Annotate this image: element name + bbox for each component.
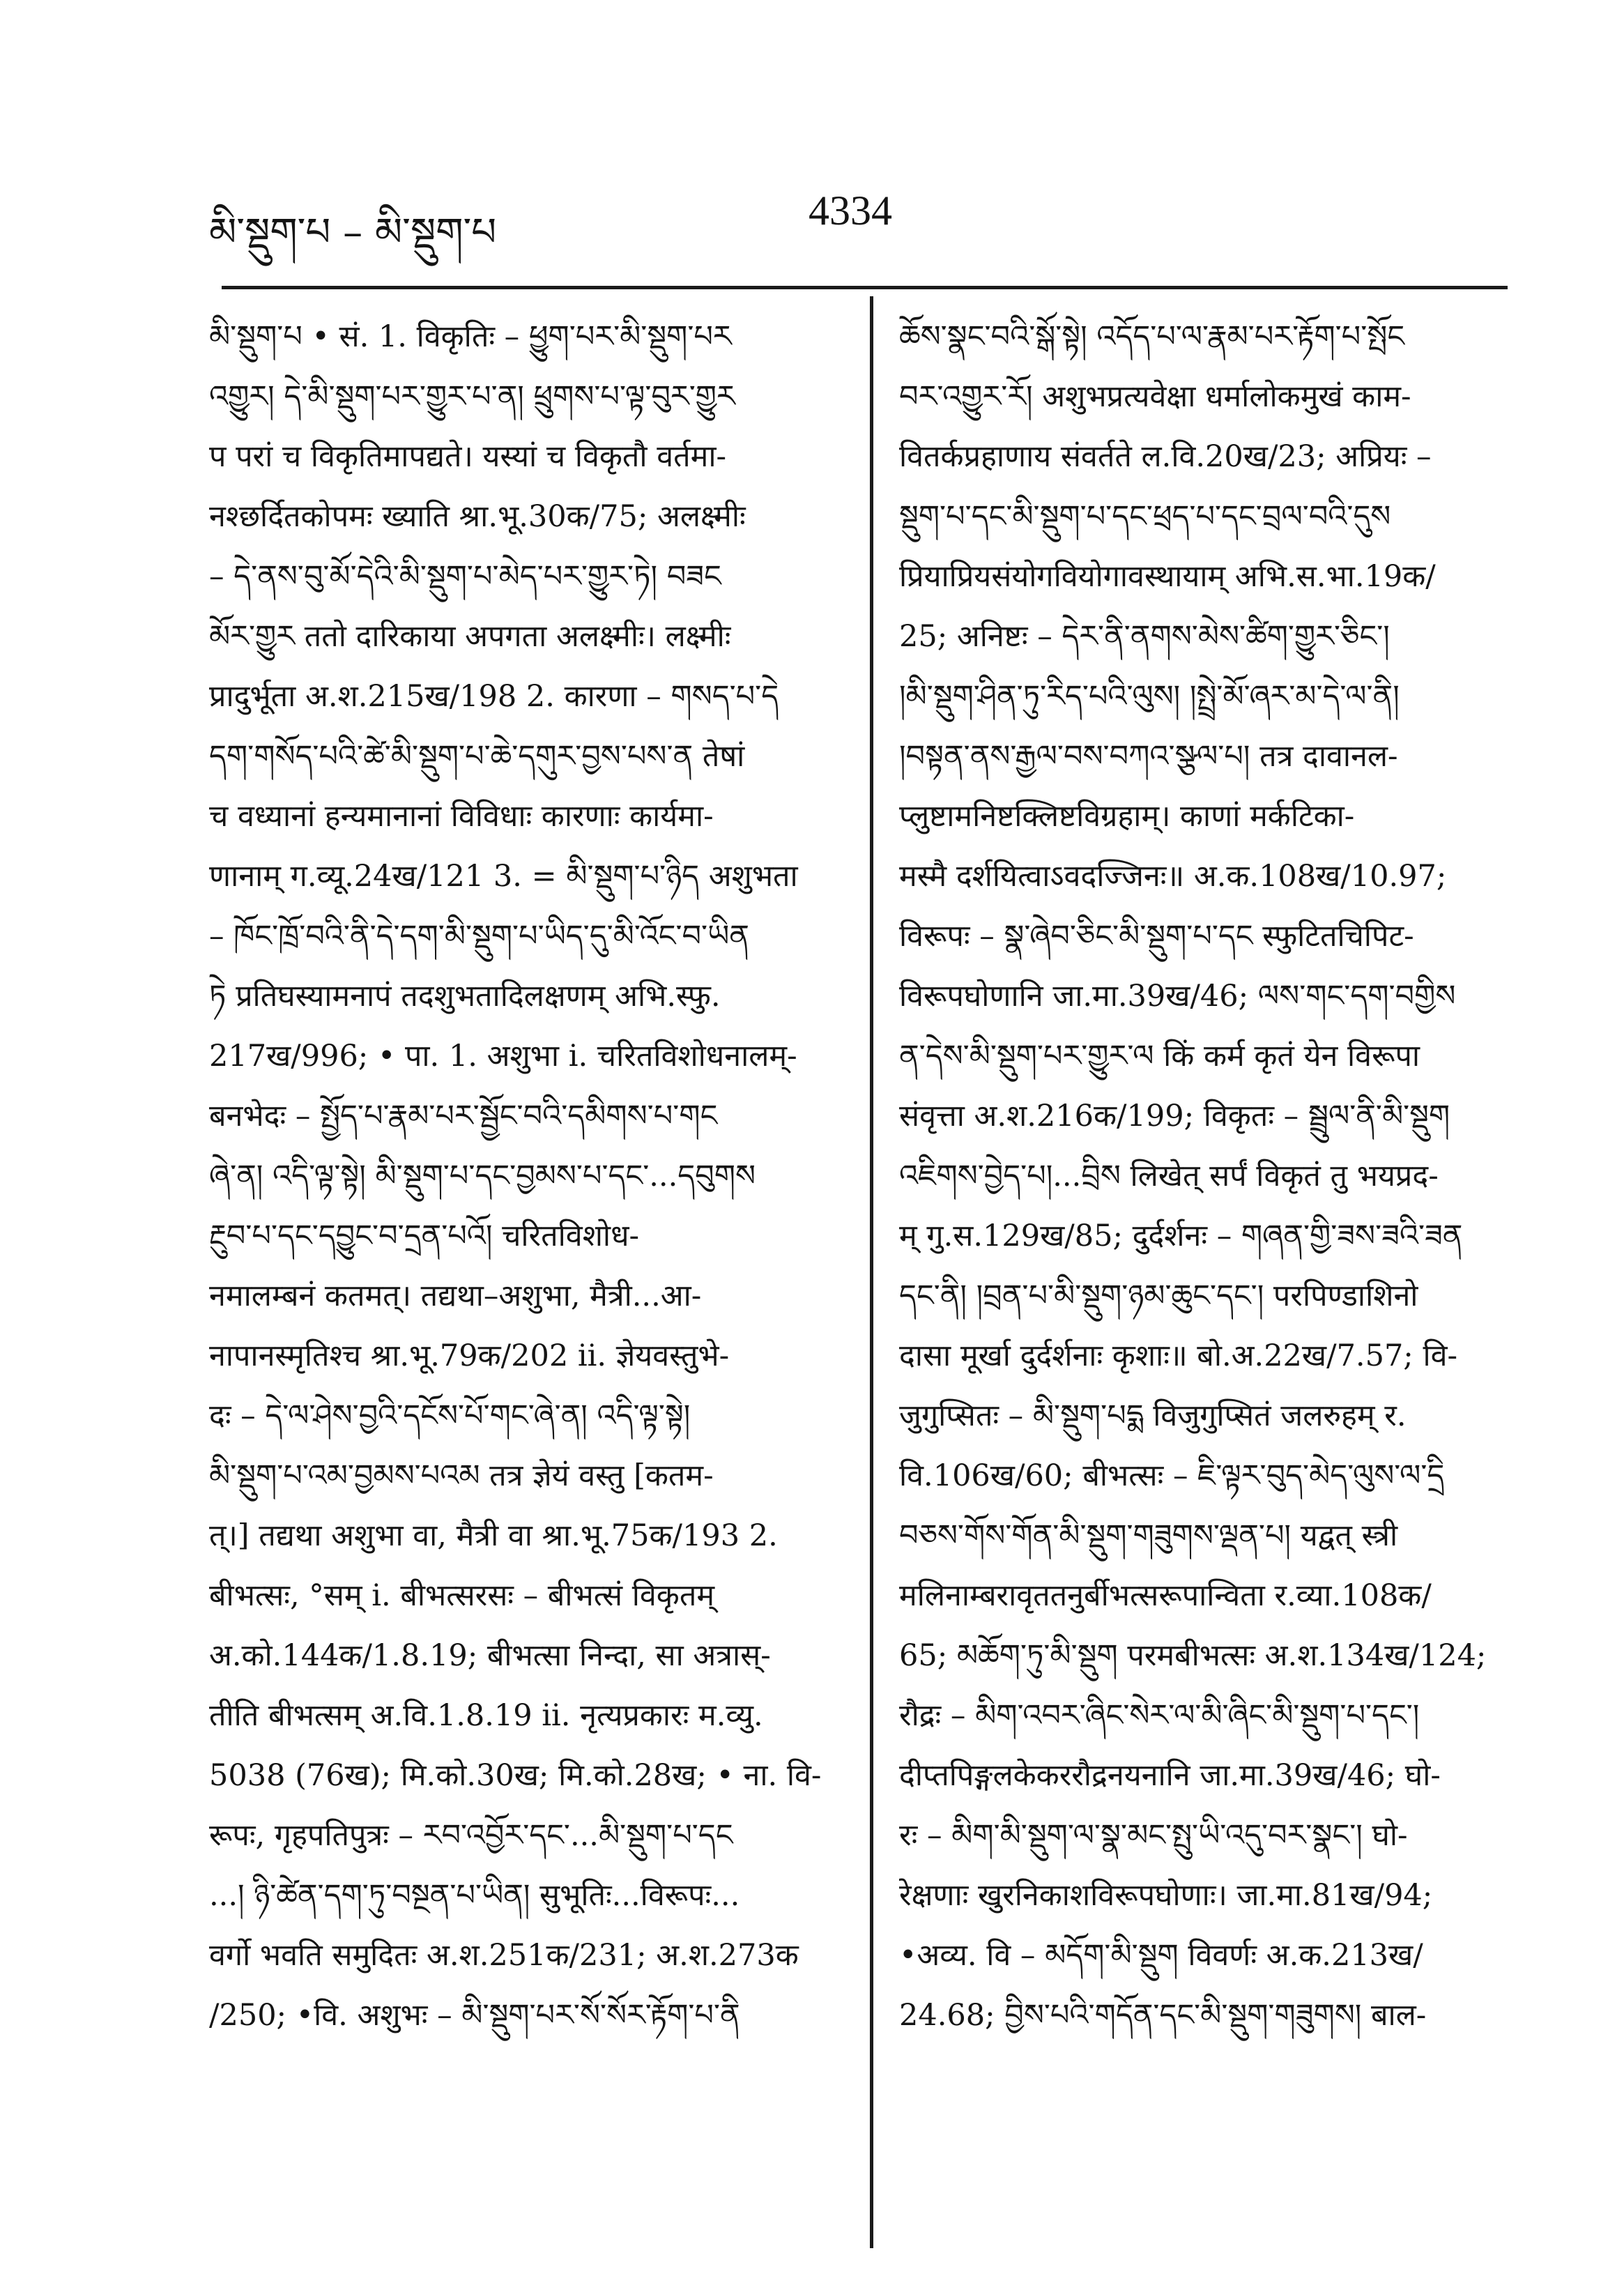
dictionary-line: मलिनाम्बरावृततनुर्बीभत्सरूपान्विता र.व्या.108क/ [899,1578,1432,1613]
dictionary-line: 25; अनिष्टः – དེར་ནི་ནགས་མེས་ཚིག་གྱུར་ཅིང་། [899,619,1390,654]
dictionary-line: वर्गो भवति समुदितः अ.श.251क/231; अ.श.273क [209,1938,799,1973]
dictionary-line: ཆོས་སྣང་བའི་སྒོ་སྟེ། འདོད་པ་ལ་རྣམ་པར་རྟོག་པ་སྤོང [899,319,1405,354]
dictionary-line: མོར་གྱུར ततो दारिकाया अपगता अलक्ष्मीः। लक्ष्मीः [209,619,731,654]
dictionary-line: नश्छर्दितकोपमः ख्याति श्रा.भू.30क/75; अलक्ष्मीः [209,499,746,534]
dictionary-line: འགྱུར། དེ་མི་སྡུག་པར་གྱུར་པ་ན། ཕྲུགས་པ་ལྟ་བུར་གྱུར [209,379,735,414]
dictionary-line: दीप्तपिङ्गलकेकररौद्रनयनानि जा.मा.39ख/46; घो- [899,1758,1441,1793]
dictionary-line: प्लुष्टामनिष्टक्लिष्टविग्रहाम्। काणां मर्कटिका- [899,799,1355,834]
dictionary-line: दः – དེ་ལ་ཤེས་བྱའི་དངོས་པོ་གང་ཞེ་ན། འདི་ལྟ་སྟེ། [209,1398,691,1433]
dictionary-line: विरूपः – སྣ་ཞེབ་ཅིང་མི་སྡུག་པ་དང स्फुटितचिपिट- [899,919,1414,954]
dictionary-line: རྔུབ་པ་དང་དབྱུང་བ་དྲན་པའོ། चरितविशोध- [209,1219,640,1253]
dictionary-line: मस्मै दर्शयित्वाऽवदज्जिनः॥ अ.क.108ख/10.97; [899,859,1447,894]
dictionary-line: रेक्षणाः खुरनिकाशविरूपघोणाः। जा.मा.81ख/94; [899,1878,1433,1913]
column-divider [870,296,873,2248]
dictionary-line: – དེ་ནས་བུ་མོ་དེའི་མི་སྡུག་པ་མེད་པར་གྱུར་ཏེ། བཟང [209,559,721,594]
dictionary-line: ...། ཉི་ཚེན་དག་ཏུ་བསྔན་པ་ཡིན། सुभूतिः...विरूपः... [209,1878,740,1913]
dictionary-line: 217ख/996; • पा. 1. अशुभा i. चरितविशोधनालम्- [209,1039,797,1074]
dictionary-line: འཇིགས་བྱེད་པ།...བྲིས लिखेत् सर्पं विकृतं तु भयप्रद- [899,1159,1439,1193]
dictionary-line: དག་གསོད་པའི་ཚེ་མི་སྡུག་པ་ཆེ་དགུར་བྱས་པས་ན तेषां [209,739,745,774]
dictionary-line: वि.106ख/60; बीभत्सः – ཇི་ལྟར་བུད་མེད་ལུས་ལ་དྲི [899,1458,1445,1493]
dictionary-line: बनभेदः – སྤྱོད་པ་རྣམ་པར་སྦྱོང་བའི་དམིགས་པ་གང [209,1099,718,1133]
dictionary-line: च वध्यानां हन्यमानानां विविधाः कारणाः कार्यमा- [209,799,714,834]
dictionary-line: बीभत्सः, °सम् i. बीभत्सरसः – बीभत्सं विकृतम् [209,1578,715,1613]
dictionary-line: रूपः, गृहपतिपुत्रः – རབ་འབྱོར་དང་...མི་སྡུག་པ་དང [209,1818,733,1853]
dictionary-line: ན་དེས་མི་སྡུག་པར་གྱུར་ལ किं कर्म कृतं येन विरूपा [899,1039,1420,1074]
dictionary-line: 5038 (76ख); मि.को.30ख; मि.को.28ख; • ना. वि- [209,1758,822,1793]
dictionary-line: प्रादुर्भूता अ.श.215ख/198 2. कारणा – གསད་པ་དེ [209,679,779,714]
dictionary-line: མི་སྡུག་པ་འམ་བྱམས་པའམ तत्र ज्ञेयं वस्तु [कतम- [209,1458,714,1493]
dictionary-line: विरूपघोणानि जा.मा.39ख/46; ལས་གང་དག་བགྱིས [899,979,1456,1014]
dictionary-line: णानाम् ग.व्यू.24ख/121 3. = མི་སྡུག་པ་ཉིད अशुभता [209,859,798,894]
dictionary-line: संवृत्ता अ.श.216क/199; विकृतः – སྦྲུལ་ནི་མི་སྡུག [899,1099,1450,1133]
dictionary-line: •अव्य. वि – མདོག་མི་སྡུག विवर्णः अ.क.213ख/ [899,1938,1423,1973]
dictionary-line: प परां च विकृतिमापद्यते। यस्यां च विकृतौ वर्तमा- [209,439,727,474]
left-column [209,307,857,2045]
page-number: 4334 [809,188,892,234]
dictionary-line: དང་ནི། །བྲན་པ་མི་སྡུག་ཉམ་ཆུང་དང་། परपिण्डाशिनो [899,1278,1418,1313]
dictionary-line: तीति बीभत्सम् अ.वि.1.8.19 ii. नृत्यप्रकारः म.व्यु. [209,1698,763,1733]
dictionary-line: །བསྟན་ནས་རྒྱལ་བས་བཀའ་སྩལ་པ། तत्र दावानल- [899,739,1398,774]
dictionary-line: – ཁོང་ཁྲོ་བའི་ནི་དེ་དག་མི་སྡུག་པ་ཡིད་དུ་མི་འོང་བ་ཡིན [209,919,749,954]
dictionary-line: वितर्कप्रहाणाय संवर्तते ल.वि.20ख/23; अप्रियः – [899,439,1432,474]
dictionary-line: ཏེ प्रतिघस्यामनापं तदशुभतादिलक्षणम् अभि.स्फु. [209,979,721,1014]
dictionary-line: མི་སྡུག་པ • सं. 1. विकृतिः – ཕྱུག་པར་མི་སྡུག་པར [209,319,732,354]
running-head: མི་སྡུག་པ – མི་སྡུག་པ [209,210,497,255]
dictionary-line: अ.को.144क/1.8.19; बीभत्सा निन्दा, सा अत्रास्- [209,1638,771,1673]
dictionary-line: 65; མཆོག་ཏུ་མི་སྡུག परमबीभत्सः अ.श.134ख/124; [899,1638,1487,1673]
dictionary-line: ཞེ་ན། འདི་ལྟ་སྟེ། མི་སྡུག་པ་དང་བྱམས་པ་དང་...དབུགས [209,1159,756,1193]
dictionary-line: प्रियाप्रियसंयोगवियोगावस्थायाम् अभि.स.भा.19क/ [899,559,1436,594]
dictionary-line: दासा मूर्खा दुर्दर्शनाः कृशाः॥ बो.अ.22ख/7.57; वि- [899,1338,1458,1373]
dictionary-line: སྡུག་པ་དང་མི་སྡུག་པ་དང་ཕྲད་པ་དང་བྲལ་བའི་དུས [899,499,1391,534]
right-column [899,307,1547,2045]
dictionary-line: नमालम्बनं कतमत्। तद्यथा–अशुभा, मैत्री...आ- [209,1278,702,1313]
dictionary-line: །མི་སྡུག་ཤིན་ཏུ་རིད་པའི་ལུས། །སྤྲེ་མོ་ཞར་མ་དེ་ལ་ནི། [899,679,1400,714]
dictionary-line: 24.68; བྱིས་པའི་གདོན་དང་མི་སྡུག་གཟུགས། बाल- [899,1998,1427,2033]
dictionary-line: त्।] तद्यथा अशुभा वा, मैत्री वा श्रा.भू.75क/193 2. [209,1518,778,1553]
dictionary-line: /250; •वि. अशुभः – མི་སྡུག་པར་སོ་སོར་རྟོག་པ་ནི [209,1998,740,2033]
dictionary-line: जुगुप्सितः – མི་སྡུག་པདྨ विजुगुप्सितं जलरुहम् र. [899,1398,1407,1433]
dictionary-line: བར་འགྱུར་རོ། अशुभप्रत्यवेक्षा धर्मालोकमुखं काम- [899,379,1411,414]
dictionary-line: नापानस्मृतिश्च श्रा.भू.79क/202 ii. ज्ञेयवस्तुभे- [209,1338,730,1373]
dictionary-line: रौद्रः – མིག་འབར་ཞིང་སེར་ལ་མི་ཞིང་མི་སྡུག་པ་དང་། [899,1698,1420,1733]
dictionary-line: म् गु.स.129ख/85; दुर्दर्शनः – གཞན་གྱི་ཟས་ཟའི་ཟན [899,1219,1463,1253]
header-rule [222,286,1508,289]
dictionary-line: བཅས་གོས་གོན་མི་སྡུག་གཟུགས་ལྡན་པ། यद्वत् स्त्री [899,1518,1398,1553]
dictionary-line: रः – མིག་མི་སྡུག་ལ་སྣ་མང་སྤུ་ཡི་འདུ་བར་སྣང་། घो- [899,1818,1408,1853]
